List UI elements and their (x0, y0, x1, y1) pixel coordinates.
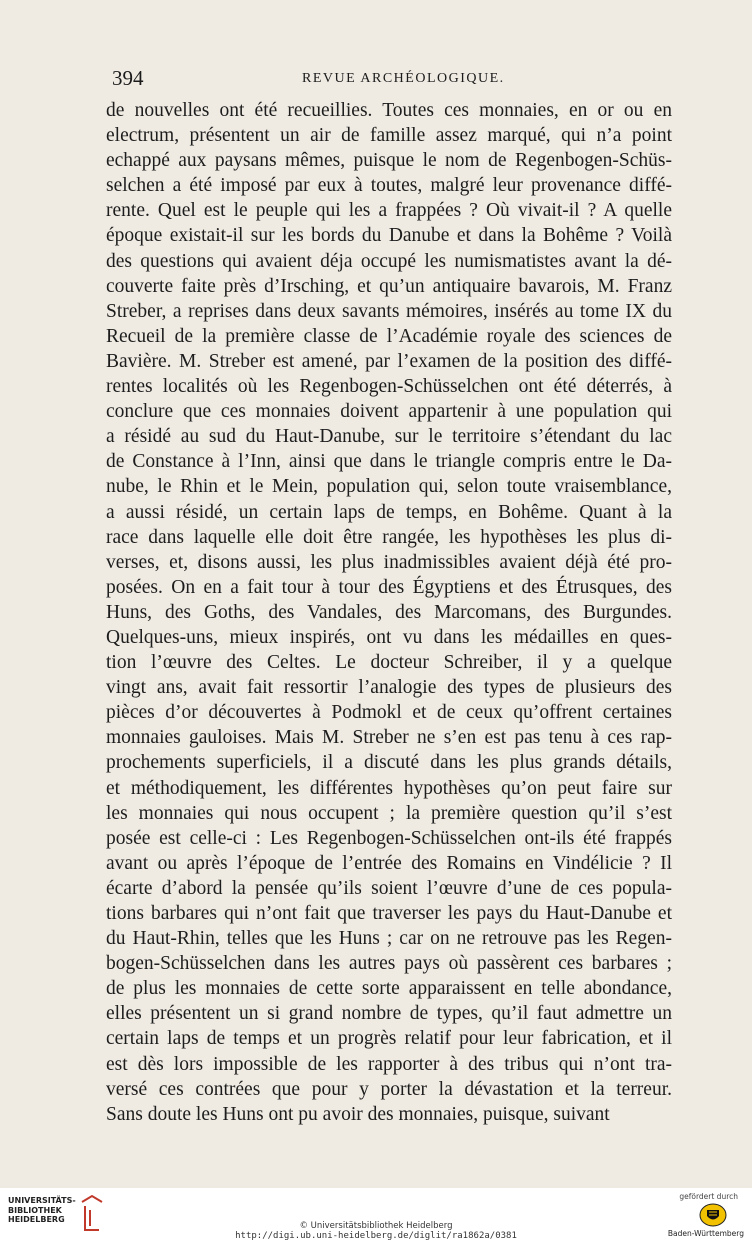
copyright-notice: © Universitätsbibliothek Heidelberg (299, 1221, 453, 1231)
text-line: electrum, présentent un air de famille assez marqué, qui n’a point (106, 125, 672, 147)
text-line: de Constance à l’Inn, ainsi que dans le triangle compris entre le Da- (106, 451, 672, 473)
text-line: rentes localités où les Regenbogen-Schüsselchen ont été déterrés, à (106, 376, 672, 398)
text-line: selchen a été imposé par eux à toutes, malgré leur provenance diffé- (106, 175, 672, 197)
text-line: verses, et, disons aussi, les plus inadmissibles avaient déjà été pro- (106, 551, 672, 573)
page-header (112, 66, 678, 96)
text-line: posée est celle-ci : Les Regenbogen-Schüsselchen ont-ils été frappés (106, 827, 672, 849)
text-line: des questions qui avaient déja occupé les numismatistes avant la dé- (106, 250, 672, 272)
text-line: versé ces contrées que pour y porter la dévastation et la terreur. (106, 1078, 672, 1100)
text-line: de plus les monnaies de cette sorte apparaissent en telle abondance, (106, 978, 672, 1000)
running-head: REVUE ARCHÉOLOGIQUE. (302, 71, 505, 86)
text-line: prochements superficiels, il a discuté dans les plus grands détails, (106, 752, 672, 774)
text-line: conclure que ces monnaies doivent appartenir à une population qui (106, 401, 672, 423)
page-number: 394 (112, 66, 144, 90)
text-line: bogen-Schüsselchen dans les autres pays où passèrent ces barbares ; (106, 953, 672, 975)
text-line: de nouvelles ont été recueillies. Toutes ces monnaies, en or ou en (106, 100, 672, 121)
text-line: a aussi résidé, un certain laps de temps, en Bohême. Quant à la (106, 501, 672, 523)
page-body (106, 98, 672, 1127)
funded-by-label: gefördert durch (679, 1192, 738, 1201)
text-line: echappé aux paysans mêmes, puisque le nom de Regenbogen-Schüs- (106, 150, 672, 172)
permalink[interactable]: http://digi.ub.uni-heidelberg.de/diglit/ra1862a/0381 (235, 1231, 517, 1241)
text-line: tion l’œuvre des Celtes. Le docteur Schreiber, il y a quelque (106, 652, 672, 674)
funder-name: Baden-Württemberg (667, 1229, 744, 1238)
text-line: Recueil de la première classe de l’Académie royale des sciences de (106, 325, 672, 347)
text-line: et méthodiquement, les différentes hypothèses qu’on peut faire sur (106, 777, 672, 799)
baden-wuerttemberg-crest-icon (698, 1202, 728, 1228)
text-line: couverte faite près d’Irsching, et qu’un antiquaire bavarois, M. Franz (106, 275, 672, 297)
text-line: est dès lors impossible de les rapporter à des tribus qui n’ont tra- (106, 1053, 672, 1075)
text-line: Sans doute les Huns ont pu avoir des monnaies, puisque, suivant (106, 1103, 610, 1125)
text-line: vingt ans, avait fait ressortir l’analogie des types de plusieurs des (106, 677, 672, 699)
text-line: les monnaies qui nous occupent ; la première question qu’il s’est (106, 802, 672, 824)
text-line: Bavière. M. Streber est amené, par l’examen de la position des diffé- (106, 350, 672, 372)
text-line: posées. On en a fait tour à tour des Égyptiens et des Étrusques, des (106, 576, 672, 598)
text-line: avant ou après l’époque de l’entrée des Romains en Vindélicie ? Il (106, 852, 672, 874)
library-name: UNIVERSITÄTS- BIBLIOTHEK HEIDELBERG (8, 1196, 76, 1224)
text-line: race dans laquelle elle doit être rangée, les hypothèses les plus di- (106, 526, 672, 548)
text-line: époque existait-il sur les bords du Danube et dans la Bohême ? Voilà (106, 225, 672, 247)
text-line: certain laps de temps et un progrès relatif pour leur fabrication, et il (106, 1028, 672, 1050)
text-line: tions barbares qui n’ont fait que traverser les pays du Haut-Danube et (106, 903, 672, 924)
text-line: Huns, des Goths, des Vandales, des Marcomans, des Burgundes. (106, 601, 672, 623)
text-line: monnaies gauloises. Mais M. Streber ne s’en est pas tenu à ces rap- (106, 727, 672, 749)
text-line: du Haut-Rhin, telles que les Huns ; car on ne retrouve pas les Regen- (106, 928, 672, 950)
text-line: elles présentent un si grand nombre de types, qu’il faut admettre un (106, 1003, 672, 1025)
text-line: rente. Quel est le peuple qui les a frappées ? Où vivait-il ? A quelle (106, 200, 672, 222)
text-line: pièces d’or découvertes à Podmokl et de ceux qu’offrent certaines (106, 702, 672, 724)
text-line: écarte d’abord la pensée qu’ils soient l’œuvre d’une de ces popula- (106, 877, 672, 899)
text-line: Quelques-uns, mieux inspirés, ont vu dans les médailles en ques- (106, 626, 672, 648)
text-line: nube, le Rhin et le Mein, population qui, selon toute vraisemblance, (106, 476, 672, 498)
viewer-footer (0, 1188, 752, 1242)
text-line: a résidé au sud du Haut-Danube, sur le territoire s’étendant du lac (106, 426, 672, 448)
text-line: Streber, a reprises dans deux savants mémoires, insérés au tome IX du (106, 300, 672, 322)
